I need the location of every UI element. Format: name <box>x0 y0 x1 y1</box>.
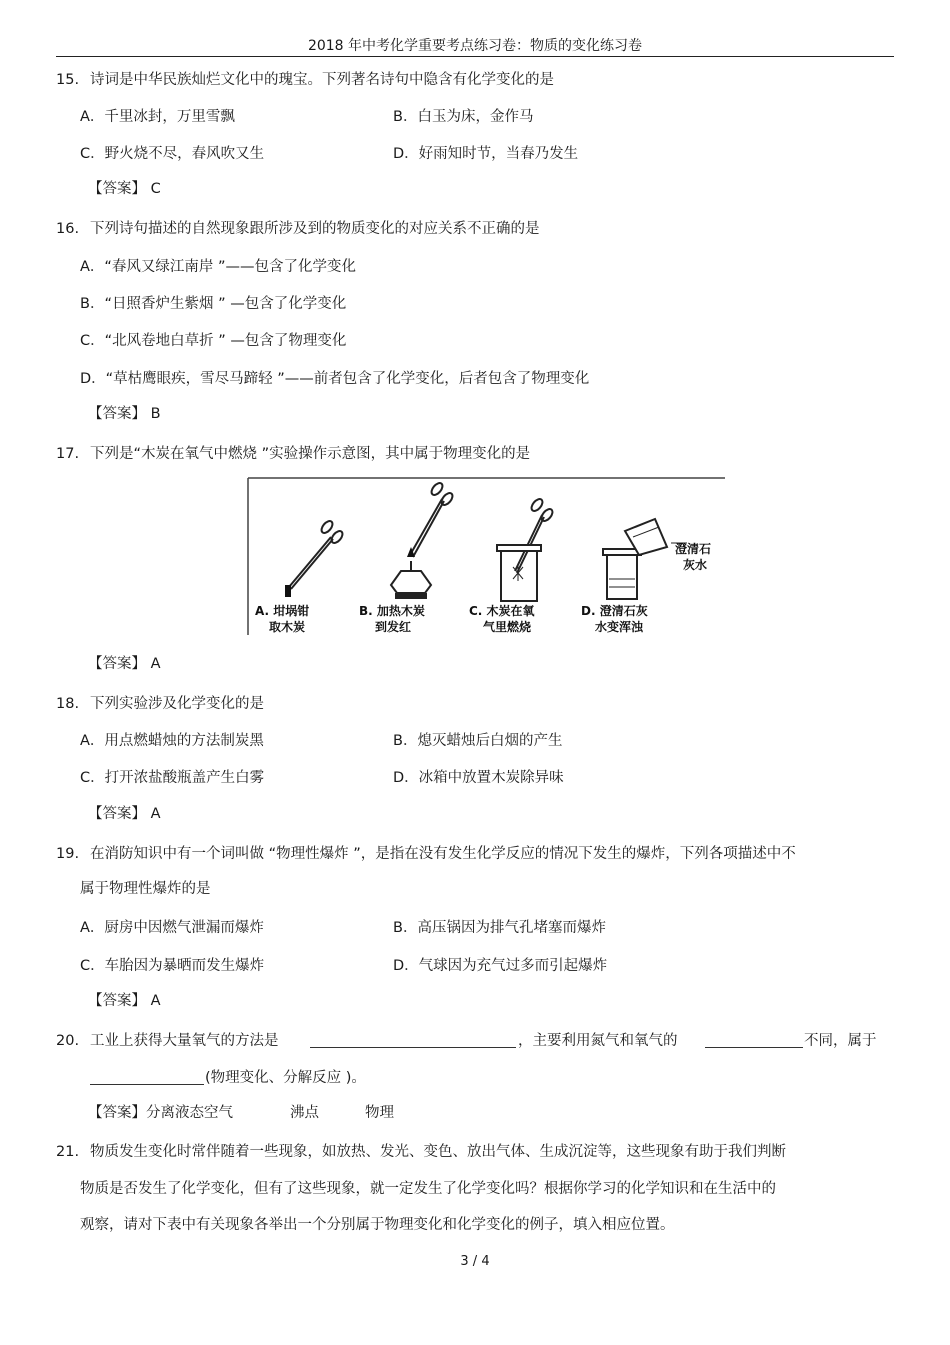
gas-jar-icon <box>497 497 555 601</box>
answer: 【答案】 A <box>88 806 161 822</box>
answer-value-2: 沸点 <box>290 1105 319 1121</box>
fill-blank-2[interactable] <box>705 1034 803 1048</box>
option-a: A．“春风又绿江南岸 ”——包含了化学变化 <box>80 259 357 275</box>
experiment-diagram <box>247 475 727 637</box>
alcohol-lamp-icon <box>391 481 455 599</box>
question-stem-line2: 属于物理性爆炸的是 <box>80 881 211 897</box>
caption-b-line1: B. 加热木炭 <box>359 604 425 618</box>
caption-a-line2: 取木炭 <box>269 620 306 634</box>
caption-c-line1: C. 木炭在氧 <box>469 604 535 618</box>
question-stem: 下列诗句描述的自然现象跟所涉及到的物质变化的对应关系不正确的是 <box>90 221 540 237</box>
answer: 【答案】分离液态空气 <box>88 1105 233 1121</box>
question-stem-line2: 物质是否发生了化学变化，但有了这些现象，就一定发生了化学变化吗？根据你学习的化学知识和在生活中的 <box>80 1181 776 1197</box>
caption-b-line2: 到发红 <box>375 620 412 634</box>
option-d: D．冰箱中放置木炭除异味 <box>393 770 564 786</box>
caption-d-line1: D. 澄清石灰 <box>581 604 648 618</box>
option-a: A．用点燃蜡烛的方法制炭黑 <box>80 733 264 749</box>
question-stem-part4: (物理变化、分解反应 )。 <box>205 1070 366 1086</box>
caption-a-line1: A. 坩埚钳 <box>255 604 310 618</box>
option-b: B．高压锅因为排气孔堵塞而爆炸 <box>393 920 606 936</box>
question-stem-line1: 在消防知识中有一个词叫做 “物理性爆炸 ”，是指在没有发生化学反应的情况下发生的爆炸，下列各项描述中不 <box>90 846 796 862</box>
question-number: 21. <box>56 1144 80 1160</box>
question-stem: 诗词是中华民族灿烂文化中的瑰宝。下列著名诗句中隐含有化学变化的是 <box>90 72 554 88</box>
answer: 【答案】 A <box>88 993 161 1009</box>
answer: 【答案】 A <box>88 656 161 672</box>
question-number: 19. <box>56 846 80 862</box>
fill-blank-3[interactable] <box>90 1071 204 1085</box>
tongs-a-icon <box>285 519 345 597</box>
lime-water-label-line2: 灰水 <box>683 558 708 572</box>
question-stem-line3: 观察，请对下表中有关现象各举出一个分别属于物理变化和化学变化的例子，填入相应位置。 <box>80 1217 675 1233</box>
option-b: B．熄灭蜡烛后白烟的产生 <box>393 733 563 749</box>
answer: 【答案】 B <box>88 406 161 422</box>
question-stem-line1: 物质发生变化时常伴随着一些现象，如放热、发光、变色、放出气体、生成沉淀等，这些现象有助于我们判断 <box>90 1144 786 1160</box>
option-b: B．“日照香炉生紫烟 ” —包含了化学变化 <box>80 296 347 312</box>
caption-d-line2: 水变浑浊 <box>595 620 644 634</box>
page-header-title: 2018 年中考化学重要考点练习卷：物质的变化练习卷 <box>307 38 643 54</box>
experiment-figure <box>247 475 727 637</box>
answer: 【答案】 C <box>88 181 161 197</box>
question-number: 15. <box>56 72 80 88</box>
page-number: 3 / 4 <box>460 1254 490 1269</box>
question-stem-part3: 不同，属于 <box>804 1033 877 1049</box>
lime-water-label-line1: 澄清石 <box>675 542 712 556</box>
question-stem-part1: 工业上获得大量氧气的方法是 <box>90 1033 279 1049</box>
option-c: C．野火烧不尽，春风吹又生 <box>80 146 265 162</box>
option-d: D．气球因为充气过多而引起爆炸 <box>393 958 608 974</box>
header-divider <box>56 56 894 57</box>
option-c: C．车胎因为暴晒而发生爆炸 <box>80 958 265 974</box>
question-number: 18. <box>56 696 80 712</box>
question-stem: 下列实验涉及化学变化的是 <box>90 696 264 712</box>
answer-value-3: 物理 <box>365 1105 394 1121</box>
fill-blank-1[interactable] <box>310 1034 516 1048</box>
question-number: 20. <box>56 1033 80 1049</box>
option-b: B．白玉为床，金作马 <box>393 109 534 125</box>
question-number: 16. <box>56 221 80 237</box>
question-stem-part2: ，主要利用氮气和氧气的 <box>518 1033 678 1049</box>
option-c: C．打开浓盐酸瓶盖产生白雾 <box>80 770 265 786</box>
option-d: D．“草枯鹰眼疾，雪尽马蹄轻 ”——前者包含了化学变化，后者包含了物理变化 <box>80 371 590 387</box>
option-a: A．厨房中因燃气泄漏而爆炸 <box>80 920 264 936</box>
question-stem: 下列是“木炭在氧气中燃烧 ”实验操作示意图，其中属于物理变化的是 <box>90 446 531 462</box>
option-a: A．千里冰封，万里雪飘 <box>80 109 235 125</box>
option-d: D．好雨知时节，当春乃发生 <box>393 146 579 162</box>
option-c: C．“北风卷地白草折 ” —包含了物理变化 <box>80 333 347 349</box>
beaker-icon <box>603 519 687 599</box>
question-number: 17. <box>56 446 80 462</box>
caption-c-line2: 气里燃烧 <box>483 620 532 634</box>
